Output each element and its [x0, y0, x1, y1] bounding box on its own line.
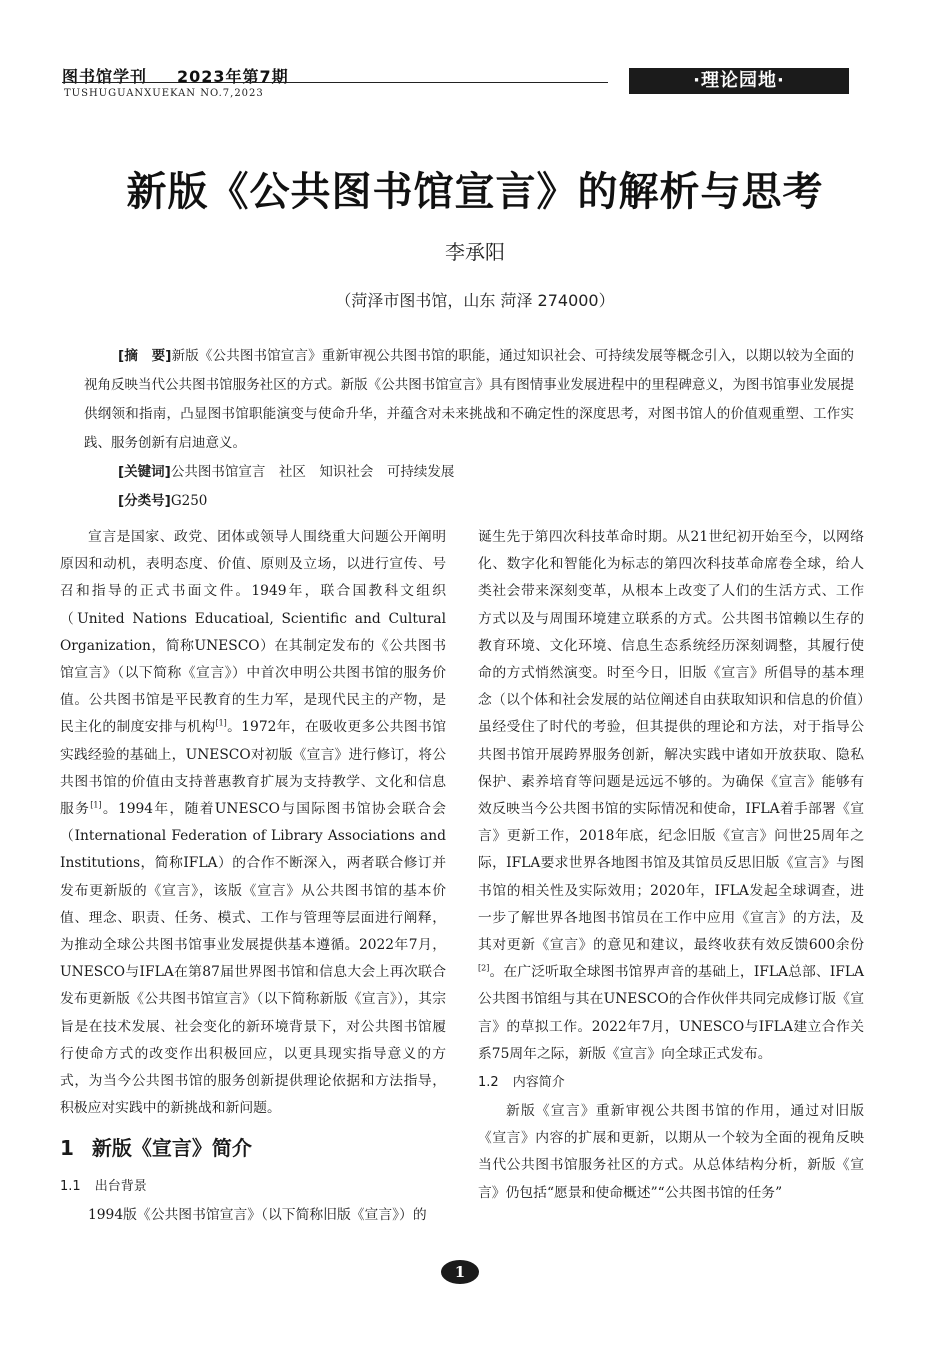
abstract-block — [84, 342, 854, 516]
body-text: 。1994年，随着UNESCO与国际图书馆协会联合会（International Federation of Library Associations and Institutions，简称IFLA）的合作不断深入，两者联合修订并发布更新版的《宣言》，该版《宣言》从公共图书馆的基本价值、理念、职责、任务、模式、工作与管理等层面进行阐释，为推动全球公共图书馆事业发展提供基本遵循。2022年7月，UNESCO与IFLA在第87届世界图书馆和信息大会上再次联合发布更新版《公共图书馆宣言》（以下简称新版《宣言》），其宗旨是在技术发展、社会变化的新环境背景下，对公共图书馆履行使命方式的改变作出积极回应，以更具现实指导意义的方式，为当今公共图书馆的服务创新提供理论依据和方法指导，积极应对实践中的新挑战和新问题。 — [60, 801, 447, 1117]
section-heading — [60, 1124, 446, 1172]
body-paragraph: 1994版《公共图书馆宣言》（以下简称旧版《宣言》）的 — [88, 1207, 427, 1224]
page-number: 1 — [441, 1260, 479, 1284]
abstract-paragraph — [84, 342, 854, 458]
classification-number: G250 — [170, 493, 208, 509]
abstract-label: [摘 要] — [118, 348, 172, 364]
column-tag: ·理论园地· — [629, 68, 849, 94]
body-paragraph: 新版《宣言》重新审视公共图书馆的作用，通过对旧版《宣言》内容的扩展和更新，以期从一个较为全面的视角反映当代公共图书馆服务社区的方式。从总体结构分析，新版《宣言》仍包括“愿景和使命概述”“公共图书馆的任务” — [478, 1103, 864, 1201]
journal-name: 图书馆学刊 — [62, 67, 148, 86]
article-author: 李承阳 — [445, 240, 505, 264]
body-text: 。1972年，在吸收更多公共图书馆实践经验的基础上，UNESCO对初版《宣言》进行修订，将公共图书馆的价值由支持普惠教育扩展为支持教学、文化和信息服务 — [60, 719, 446, 818]
subsection-heading — [60, 1172, 446, 1202]
keywords-label: [关键词] — [118, 464, 171, 480]
body-text: 宣言是国家、政党、团体或领导人围绕重大问题公开阐明原因和动机，表明态度、价值、原则及立场，以进行宣传、号召和指导的正式书面文件。1949年，联合国教科文组织（United Nations Educatioal, Scientific and Cultural Organization，简称UNESCO）在其制定发布的《公共图书馆宣言》（以下简称《宣言》）中首次申明公共图书馆的服务价值。公共图书馆是平民教育的生力军，是现代民主的产物，是民主化的制度安排与机构 — [60, 529, 446, 736]
subsection-heading — [478, 1068, 864, 1098]
journal-issue: 2023年第7期 — [177, 67, 289, 86]
body-column-left — [60, 524, 446, 1230]
abstract-text: 新版《公共图书馆宣言》重新审视公共图书馆的职能，通过知识社会、可持续发展等概念引入，以期以较为全面的视角反映当代公共图书馆服务社区的方式。新版《公共图书馆宣言》具有图情事业发展进程中的里程碑意义，为图书馆事业发展提供纲领和指南，凸显图书馆职能演变与使命升华，并蕴含对未来挑战和不确定性的深度思考，对图书馆人的价值观重塑、工作实践、服务创新有启迪意义。 — [84, 348, 855, 451]
reference-marker[interactable]: [1] — [215, 718, 227, 728]
keywords-text: 公共图书馆宣言 社区 知识社会 可持续发展 — [170, 464, 455, 480]
section-number: 1 — [60, 1136, 74, 1161]
journal-header — [62, 64, 289, 87]
author-affiliation: （菏泽市图书馆，山东 菏泽 274000） — [335, 291, 615, 310]
keywords-line — [118, 458, 854, 487]
classification-line — [118, 487, 854, 516]
header-rule — [62, 82, 608, 83]
body-text: 诞生先于第四次科技革命时期。从21世纪初开始至今，以网络化、数字化和智能化为标志的第四次科技革命席卷全球，给人类社会带来深刻变革，从根本上改变了人们的生活方式、工作方式以及与周围环境建立联系的方式。公共图书馆赖以生存的教育环境、文化环境、信息生态系统经历深刻调整，其履行使命的方式悄然演变。时至今日，旧版《宣言》所倡导的基本理念（以个体和社会发展的站位阐述自由获取知识和信息的价值）虽经受住了时代的考验，但其提供的理论和方法，对于指导公共图书馆开展跨界服务创新，解决实践中诸如开放获取、隐私保护、素养培育等问题是远远不够的。为确保《宣言》能够有效反映当今公共图书馆的实际情况和使命，IFLA着手部署《宣言》更新工作，2018年底，纪念旧版《宣言》问世25周年之际，IFLA要求世界各地图书馆及其馆员反思旧版《宣言》与图书馆的相关性及实际效用；2020年，IFLA发起全球调查，进一步了解世界各地图书馆员在工作中应用《宣言》的方法，及其对更新《宣言》的意见和建议，最终收获有效反馈600余份 — [478, 529, 864, 954]
subsection-title: 出台背景 — [94, 1179, 147, 1195]
journal-name-english: TUSHUGUANXUEKAN NO.7,2023 — [64, 88, 264, 99]
subsection-title: 内容简介 — [512, 1075, 565, 1091]
article-title: 新版《公共图书馆宣言》的解析与思考 — [126, 168, 824, 215]
section-title: 新版《宣言》简介 — [91, 1136, 252, 1161]
classification-label: [分类号] — [118, 493, 171, 509]
subsection-number: 1.2 — [478, 1075, 499, 1091]
body-text: 。在广泛听取全球图书馆界声音的基础上，IFLA总部、IFLA公共图书馆组与其在UNESCO的合作伙伴共同完成修订版《宣言》的草拟工作。2022年7月，UNESCO与IFLA建立合作关系75周年之际，新版《宣言》向全球正式发布。 — [478, 964, 864, 1062]
reference-marker[interactable]: [1] — [90, 800, 102, 810]
reference-marker[interactable]: [2] — [478, 963, 490, 973]
body-paragraph — [60, 524, 446, 1122]
body-column-right — [478, 524, 864, 1207]
subsection-number: 1.1 — [60, 1179, 81, 1195]
body-paragraph — [478, 524, 864, 1068]
